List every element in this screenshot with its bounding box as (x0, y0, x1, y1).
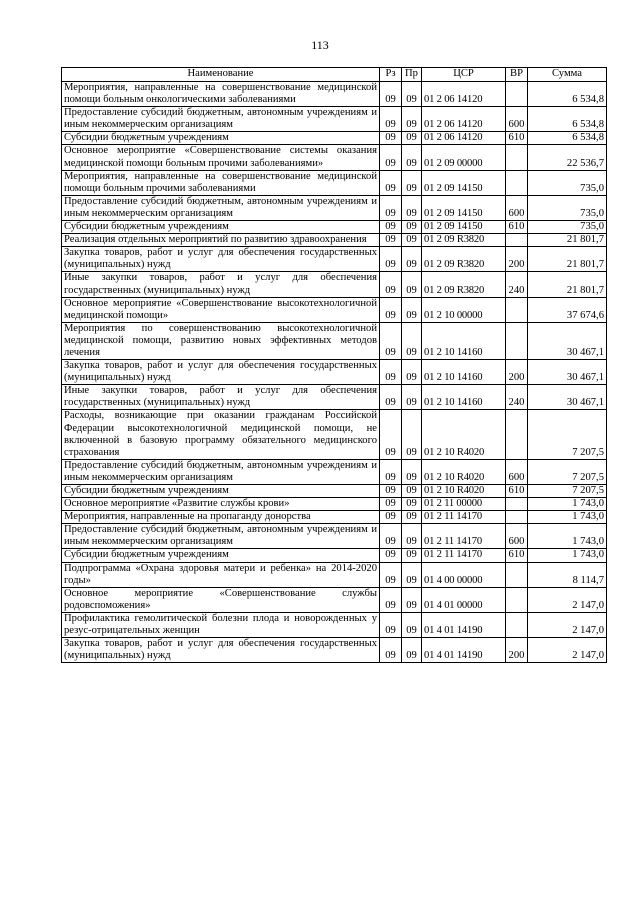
table-row (62, 132, 607, 145)
cell-sum: 21 801,7 (528, 272, 607, 297)
cell-pr: 09 (402, 234, 422, 247)
cell-name: Субсидии бюджетным учреждениям (62, 549, 380, 562)
cell-pr: 09 (402, 297, 422, 322)
cell-rz: 09 (380, 562, 402, 587)
cell-rz: 09 (380, 587, 402, 612)
cell-vr: 610 (506, 485, 528, 498)
cell-rz: 09 (380, 132, 402, 145)
cell-rz: 09 (380, 524, 402, 549)
cell-name: Основное мероприятие «Совершенствование системы оказания медицинской помощи больным прочими заболеваниями» (62, 145, 380, 170)
cell-sum: 735,0 (528, 221, 607, 234)
cell-sum: 2 147,0 (528, 587, 607, 612)
cell-vr (506, 511, 528, 524)
cell-sum: 735,0 (528, 170, 607, 195)
cell-vr (506, 587, 528, 612)
cell-pr: 09 (402, 221, 422, 234)
cell-vr (506, 297, 528, 322)
cell-csr: 01 2 11 14170 (422, 524, 506, 549)
cell-vr: 240 (506, 385, 528, 410)
header-name: Наименование (62, 68, 380, 82)
cell-pr: 09 (402, 145, 422, 170)
cell-sum: 735,0 (528, 195, 607, 220)
cell-rz: 09 (380, 360, 402, 385)
cell-vr: 610 (506, 221, 528, 234)
cell-rz: 09 (380, 234, 402, 247)
cell-csr: 01 2 09 14150 (422, 170, 506, 195)
table-row (62, 524, 607, 549)
cell-vr (506, 612, 528, 637)
cell-name: Закупка товаров, работ и услуг для обеспечения государственных (муниципальных) нужд (62, 360, 380, 385)
table-row (62, 170, 607, 195)
cell-pr: 09 (402, 485, 422, 498)
cell-sum: 30 467,1 (528, 385, 607, 410)
cell-sum: 8 114,7 (528, 562, 607, 587)
header-pr: Пр (402, 68, 422, 82)
cell-name: Мероприятия, направленные на совершенствование медицинской помощи больным онкологическими заболеваниями (62, 82, 380, 107)
cell-sum: 30 467,1 (528, 322, 607, 359)
table-row (62, 385, 607, 410)
cell-rz: 09 (380, 385, 402, 410)
cell-pr: 09 (402, 562, 422, 587)
table-row (62, 612, 607, 637)
cell-rz: 09 (380, 549, 402, 562)
cell-name: Предоставление субсидий бюджетным, автономным учреждениям и иным некоммерческим организациям (62, 524, 380, 549)
cell-pr: 09 (402, 459, 422, 484)
cell-vr (506, 322, 528, 359)
cell-rz: 09 (380, 170, 402, 195)
table-row (62, 562, 607, 587)
cell-pr: 09 (402, 498, 422, 511)
cell-pr: 09 (402, 170, 422, 195)
cell-csr: 01 2 06 14120 (422, 132, 506, 145)
cell-pr: 09 (402, 612, 422, 637)
cell-csr: 01 2 10 14160 (422, 360, 506, 385)
cell-sum: 6 534,8 (528, 107, 607, 132)
cell-name: Основное мероприятие «Совершенствование службы родовспоможения» (62, 587, 380, 612)
cell-vr: 240 (506, 272, 528, 297)
cell-vr: 200 (506, 360, 528, 385)
table-row (62, 459, 607, 484)
cell-sum: 22 536,7 (528, 145, 607, 170)
cell-csr: 01 2 10 R4020 (422, 459, 506, 484)
cell-csr: 01 2 11 14170 (422, 511, 506, 524)
cell-name: Подпрограмма «Охрана здоровья матери и ребенка» на 2014-2020 годы» (62, 562, 380, 587)
cell-pr: 09 (402, 549, 422, 562)
cell-name: Субсидии бюджетным учреждениям (62, 132, 380, 145)
cell-vr: 600 (506, 195, 528, 220)
cell-csr: 01 2 11 00000 (422, 498, 506, 511)
table-row (62, 587, 607, 612)
cell-pr: 09 (402, 524, 422, 549)
cell-sum: 2 147,0 (528, 612, 607, 637)
cell-sum: 7 207,5 (528, 485, 607, 498)
cell-rz: 09 (380, 322, 402, 359)
cell-vr: 600 (506, 524, 528, 549)
cell-sum: 6 534,8 (528, 82, 607, 107)
cell-sum: 2 147,0 (528, 638, 607, 663)
cell-csr: 01 2 09 R3820 (422, 272, 506, 297)
table-row (62, 360, 607, 385)
cell-csr: 01 2 06 14120 (422, 107, 506, 132)
table-row (62, 485, 607, 498)
table-row (62, 221, 607, 234)
cell-rz: 09 (380, 195, 402, 220)
cell-csr: 01 4 01 00000 (422, 587, 506, 612)
cell-csr: 01 4 01 14190 (422, 612, 506, 637)
table-row (62, 195, 607, 220)
cell-vr: 600 (506, 459, 528, 484)
cell-sum: 30 467,1 (528, 360, 607, 385)
cell-vr (506, 410, 528, 459)
cell-rz: 09 (380, 410, 402, 459)
cell-pr: 09 (402, 247, 422, 272)
table-row (62, 549, 607, 562)
header-csr: ЦСР (422, 68, 506, 82)
cell-vr: 200 (506, 247, 528, 272)
cell-sum: 1 743,0 (528, 524, 607, 549)
cell-rz: 09 (380, 638, 402, 663)
cell-pr: 09 (402, 587, 422, 612)
cell-pr: 09 (402, 511, 422, 524)
cell-vr (506, 498, 528, 511)
table-row (62, 247, 607, 272)
table-row (62, 511, 607, 524)
table-row (62, 82, 607, 107)
page-number: 113 (311, 38, 329, 52)
table-row (62, 410, 607, 459)
cell-sum: 7 207,5 (528, 459, 607, 484)
table-row (62, 145, 607, 170)
table-header-row (62, 68, 607, 82)
cell-vr (506, 145, 528, 170)
cell-pr: 09 (402, 322, 422, 359)
cell-csr: 01 2 09 00000 (422, 145, 506, 170)
cell-vr: 610 (506, 132, 528, 145)
cell-name: Предоставление субсидий бюджетным, автономным учреждениям и иным некоммерческим организациям (62, 459, 380, 484)
cell-name: Субсидии бюджетным учреждениям (62, 221, 380, 234)
header-sum: Сумма (528, 68, 607, 82)
header-vr: ВР (506, 68, 528, 82)
cell-name: Основное мероприятие «Совершенствование высокотехнологичной медицинской помощи» (62, 297, 380, 322)
cell-name: Субсидии бюджетным учреждениям (62, 485, 380, 498)
cell-name: Иные закупки товаров, работ и услуг для обеспечения государственных (муниципальных) нужд (62, 272, 380, 297)
cell-name: Основное мероприятие «Развитие службы крови» (62, 498, 380, 511)
cell-vr: 600 (506, 107, 528, 132)
cell-name: Мероприятия, направленные на пропаганду донорства (62, 511, 380, 524)
cell-csr: 01 2 10 14160 (422, 322, 506, 359)
cell-pr: 09 (402, 195, 422, 220)
cell-pr: 09 (402, 360, 422, 385)
cell-csr: 01 2 09 R3820 (422, 247, 506, 272)
cell-sum: 1 743,0 (528, 511, 607, 524)
cell-rz: 09 (380, 145, 402, 170)
cell-name: Мероприятия по совершенствованию высокотехнологичной медицинской помощи, развитию новых эффективных методов лечения (62, 322, 380, 359)
cell-rz: 09 (380, 485, 402, 498)
cell-csr: 01 2 09 R3820 (422, 234, 506, 247)
cell-pr: 09 (402, 82, 422, 107)
cell-pr: 09 (402, 410, 422, 459)
cell-vr (506, 82, 528, 107)
cell-rz: 09 (380, 221, 402, 234)
cell-rz: 09 (380, 107, 402, 132)
cell-vr (506, 562, 528, 587)
cell-name: Профилактика гемолитической болезни плода и новорожденных у резус-отрицательных женщин (62, 612, 380, 637)
cell-vr: 610 (506, 549, 528, 562)
cell-pr: 09 (402, 638, 422, 663)
cell-csr: 01 2 09 14150 (422, 221, 506, 234)
cell-name: Иные закупки товаров, работ и услуг для обеспечения государственных (муниципальных) нужд (62, 385, 380, 410)
cell-rz: 09 (380, 511, 402, 524)
cell-name: Расходы, возникающие при оказании гражданам Российской Федерации высокотехнологичной медицинской помощи, не включенной в базовую программу обязательного медицинского страхования (62, 410, 380, 459)
cell-sum: 21 801,7 (528, 234, 607, 247)
cell-name: Предоставление субсидий бюджетным, автономным учреждениям и иным некоммерческим организациям (62, 195, 380, 220)
cell-name: Мероприятия, направленные на совершенствование медицинской помощи больным прочими заболеваниями (62, 170, 380, 195)
cell-name: Закупка товаров, работ и услуг для обеспечения государственных (муниципальных) нужд (62, 638, 380, 663)
cell-sum: 37 674,6 (528, 297, 607, 322)
cell-sum: 21 801,7 (528, 247, 607, 272)
table-row (62, 272, 607, 297)
cell-rz: 09 (380, 498, 402, 511)
table-row (62, 498, 607, 511)
header-rz: Рз (380, 68, 402, 82)
cell-pr: 09 (402, 132, 422, 145)
cell-csr: 01 2 11 14170 (422, 549, 506, 562)
cell-csr: 01 2 10 00000 (422, 297, 506, 322)
cell-pr: 09 (402, 385, 422, 410)
budget-table (61, 67, 607, 663)
table-row (62, 638, 607, 663)
cell-vr (506, 170, 528, 195)
cell-sum: 1 743,0 (528, 498, 607, 511)
cell-vr (506, 234, 528, 247)
cell-csr: 01 2 10 R4020 (422, 485, 506, 498)
cell-vr: 200 (506, 638, 528, 663)
cell-name: Закупка товаров, работ и услуг для обеспечения государственных (муниципальных) нужд (62, 247, 380, 272)
cell-name: Реализация отдельных мероприятий по развитию здравоохранения (62, 234, 380, 247)
cell-rz: 09 (380, 459, 402, 484)
cell-rz: 09 (380, 247, 402, 272)
cell-name: Предоставление субсидий бюджетным, автономным учреждениям и иным некоммерческим организациям (62, 107, 380, 132)
cell-sum: 1 743,0 (528, 549, 607, 562)
cell-pr: 09 (402, 272, 422, 297)
table-row (62, 297, 607, 322)
cell-csr: 01 2 10 R4020 (422, 410, 506, 459)
table-row (62, 234, 607, 247)
cell-sum: 6 534,8 (528, 132, 607, 145)
cell-csr: 01 4 00 00000 (422, 562, 506, 587)
cell-pr: 09 (402, 107, 422, 132)
cell-csr: 01 2 10 14160 (422, 385, 506, 410)
cell-csr: 01 2 06 14120 (422, 82, 506, 107)
cell-rz: 09 (380, 297, 402, 322)
cell-csr: 01 2 09 14150 (422, 195, 506, 220)
cell-rz: 09 (380, 612, 402, 637)
cell-rz: 09 (380, 82, 402, 107)
table-row (62, 107, 607, 132)
cell-csr: 01 4 01 14190 (422, 638, 506, 663)
cell-rz: 09 (380, 272, 402, 297)
table-row (62, 322, 607, 359)
cell-sum: 7 207,5 (528, 410, 607, 459)
